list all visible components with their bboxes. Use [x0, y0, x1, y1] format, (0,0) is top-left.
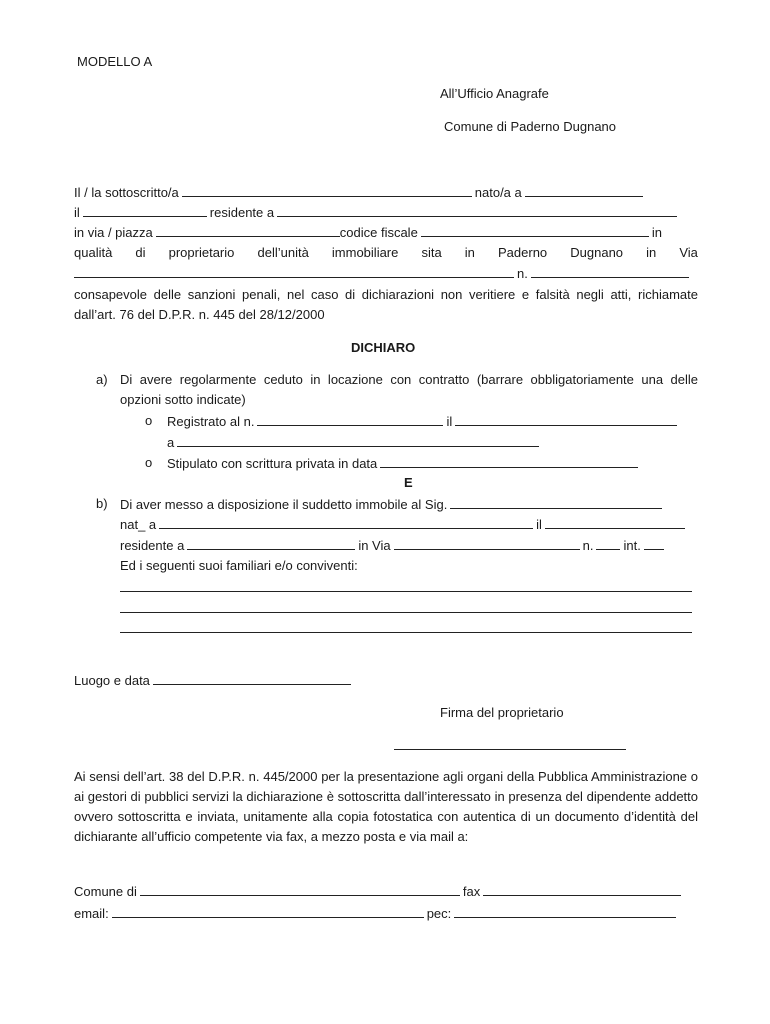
comune-label: Comune di: [74, 884, 137, 899]
intro-sottoscritto-label: Il / la sottoscritto/a: [74, 185, 179, 200]
word: immobiliare: [331, 245, 399, 260]
word: sita: [421, 245, 442, 260]
tenant-n-label: n.: [582, 538, 594, 553]
residence-field[interactable]: [277, 202, 677, 217]
registrato-label: Registrato al n.: [167, 414, 255, 429]
messo-disposizione-label: Di aver messo a disposizione il suddetto immobile al Sig.: [120, 497, 448, 512]
via-piazza-label: in via / piazza: [74, 225, 153, 240]
tenant-int-label: int.: [623, 538, 641, 553]
registration-place-field[interactable]: [177, 432, 539, 447]
tenant-number-field[interactable]: [596, 535, 620, 550]
recipient-comune: Comune di Paderno Dugnano: [444, 119, 617, 134]
word: Via: [679, 245, 698, 260]
comune-field[interactable]: [140, 881, 460, 896]
family-member-line-3[interactable]: [120, 632, 692, 633]
word: di: [135, 245, 146, 260]
tenant-name-field[interactable]: [450, 494, 662, 509]
consapevole-paragraph: consapevole delle sanzioni penali, nel caso di dichiarazioni non veritiere e falsità negli atti, richiamate dall’art. 76 del D.P.R. n. 445 del 28/12/2000: [74, 287, 698, 322]
fax-label: fax: [462, 884, 481, 899]
firma-label: Firma del proprietario: [440, 705, 564, 720]
il-label: il: [74, 205, 80, 220]
ai-sensi-paragraph: Ai sensi dell’art. 38 del D.P.R. n. 445/2000 per la presentazione agli organi della Pubblica Amministrazione o ai gestori di pubblici servizi la dichiarazione è sottoscritta dall’interessato in presenza del dipendente addetto ovvero sottoscritta e inviata, unitamente alla copia fotostatica con autentica di un documento d’identità del dichiarante all’ufficio competente via fax, a mezzo posta e via mail a:: [74, 769, 698, 844]
nat-label: nat_ a: [120, 517, 157, 532]
dichiaro-heading: DICHIARO: [351, 340, 416, 355]
birthplace-field[interactable]: [525, 182, 643, 197]
signature-line[interactable]: [394, 749, 626, 750]
section-a-marker: a): [96, 372, 108, 387]
tenant-il-label: il: [536, 517, 542, 532]
word: proprietario: [168, 245, 235, 260]
e-separator: E: [404, 475, 413, 490]
in-label: in: [651, 225, 662, 240]
luogo-data-line: [74, 670, 354, 691]
number-label: n.: [517, 266, 528, 281]
email-field[interactable]: [112, 903, 424, 918]
nato-label: nato/a a: [474, 185, 522, 200]
tenant-birthdate-field[interactable]: [545, 514, 685, 529]
family-member-line-1[interactable]: [120, 591, 692, 592]
section-b-marker: b): [96, 496, 108, 511]
name-field[interactable]: [182, 182, 472, 197]
family-member-line-2[interactable]: [120, 612, 692, 613]
tenant-residente-label: residente a: [120, 538, 185, 553]
tenant-residence-field[interactable]: [187, 535, 355, 550]
tenant-via-label: in Via: [358, 538, 391, 553]
codice-fiscale-label: codice fiscale: [339, 225, 418, 240]
opt1-a-label: a: [167, 435, 175, 450]
word: Dugnano: [570, 245, 624, 260]
intro-line-5: [74, 263, 692, 284]
model-label: MODELLO A: [77, 54, 153, 69]
word: dell’unità: [257, 245, 309, 260]
word: in: [464, 245, 475, 260]
email-label: email:: [74, 906, 109, 921]
tenant-interior-field[interactable]: [644, 535, 664, 550]
intro-line-3: [74, 222, 662, 243]
registration-date-field[interactable]: [455, 411, 677, 426]
section-b-line-1: [120, 494, 665, 515]
tenant-street-field[interactable]: [394, 535, 580, 550]
luogo-data-label: Luogo e data: [74, 673, 150, 688]
word: in: [646, 245, 657, 260]
option-1-bullet[interactable]: o: [145, 413, 153, 428]
word: Paderno: [498, 245, 548, 260]
registration-number-field[interactable]: [257, 411, 443, 426]
recipient-office: All’Ufficio Anagrafe: [440, 86, 549, 101]
option-1-line-1: [167, 411, 680, 432]
option-1-line-2: [167, 432, 542, 453]
tax-code-field[interactable]: [421, 222, 649, 237]
address-field[interactable]: [156, 222, 340, 237]
fax-field[interactable]: [483, 881, 681, 896]
street-field[interactable]: [74, 263, 514, 278]
section-b-line-3: [120, 535, 667, 556]
residente-label: residente a: [209, 205, 275, 220]
section-b-line-4: Ed i seguenti suoi familiari e/o conviventi:: [120, 558, 358, 573]
stipulato-label: Stipulato con scrittura privata in data: [167, 456, 378, 471]
pec-label: pec:: [426, 906, 452, 921]
intro-line-4: [74, 243, 698, 263]
pec-field[interactable]: [454, 903, 676, 918]
section-b-line-2: [120, 514, 688, 535]
tenant-birthplace-field[interactable]: [159, 514, 533, 529]
private-contract-date-field[interactable]: [380, 453, 638, 468]
email-line: [74, 903, 679, 924]
comune-line: [74, 881, 684, 902]
opt1-il-label: il: [446, 414, 453, 429]
word: qualità: [74, 245, 113, 260]
street-number-field[interactable]: [531, 263, 689, 278]
intro-line-2: [74, 202, 677, 223]
birthdate-field[interactable]: [83, 202, 207, 217]
intro-line-1: [74, 182, 698, 203]
option-2-line: [167, 453, 641, 474]
section-a-text: Di avere regolarmente ceduto in locazione con contratto (barrare obbligatoriamente una delle opzioni sotto indicate): [120, 372, 698, 407]
place-date-field[interactable]: [153, 670, 351, 685]
option-2-bullet[interactable]: o: [145, 455, 153, 470]
